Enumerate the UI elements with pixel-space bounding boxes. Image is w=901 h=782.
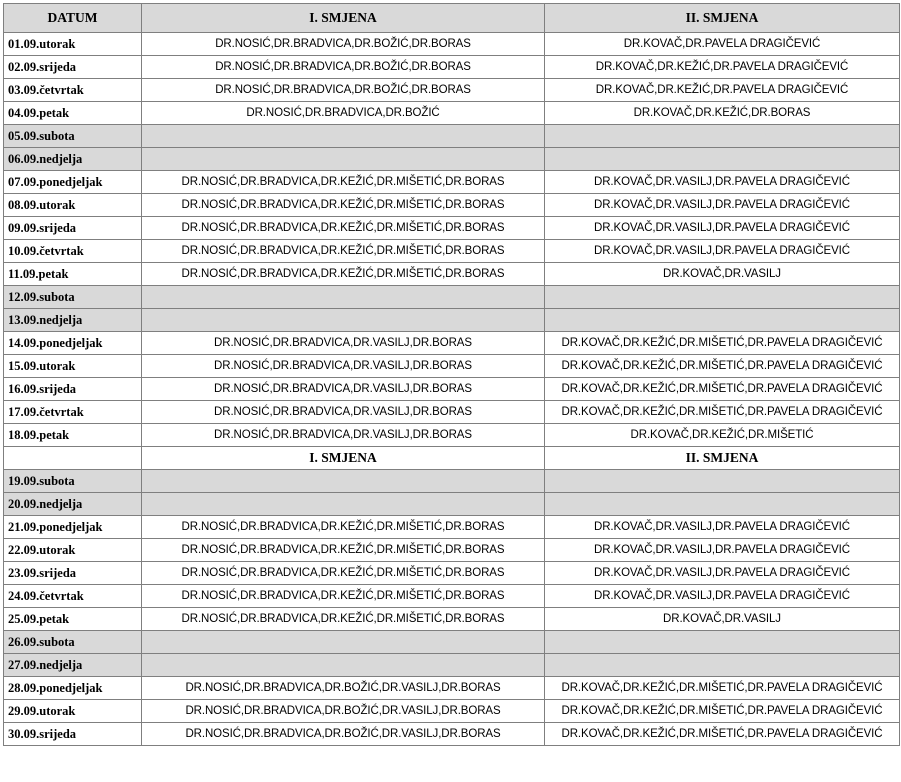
shift-2-cell <box>545 654 900 677</box>
date-cell: 05.09.subota <box>4 125 142 148</box>
shift-1-cell: DR.NOSIĆ,DR.BRADVICA,DR.VASILJ,DR.BORAS <box>142 332 545 355</box>
date-cell: 28.09.ponedjeljak <box>4 677 142 700</box>
shift-2-cell: DR.KOVAČ,DR.VASILJ,DR.PAVELA DRAGIČEVIĆ <box>545 516 900 539</box>
date-cell: 23.09.srijeda <box>4 562 142 585</box>
date-cell: 22.09.utorak <box>4 539 142 562</box>
weekend-row <box>4 148 900 171</box>
shift-1-cell <box>142 125 545 148</box>
shift-1-cell: DR.NOSIĆ,DR.BRADVICA,DR.VASILJ,DR.BORAS <box>142 424 545 447</box>
shift-2-cell: DR.KOVAČ,DR.KEŽIĆ,DR.MIŠETIĆ,DR.PAVELA DRAGIČEVIĆ <box>545 700 900 723</box>
header-shift-2: II. SMJENA <box>545 4 900 33</box>
shift-2-cell: DR.KOVAČ,DR.VASILJ <box>545 263 900 286</box>
shift-schedule-table <box>3 3 900 746</box>
shift-1-cell: DR.NOSIĆ,DR.BRADVICA,DR.BOŽIĆ,DR.BORAS <box>142 33 545 56</box>
shift-1-cell <box>142 470 545 493</box>
shift-2-cell <box>545 309 900 332</box>
shift-1-cell <box>142 148 545 171</box>
weekend-row <box>4 493 900 516</box>
table-subheader-row <box>4 447 900 470</box>
shift-2-cell: DR.KOVAČ,DR.KEŽIĆ,DR.PAVELA DRAGIČEVIĆ <box>545 56 900 79</box>
date-cell: 20.09.nedjelja <box>4 493 142 516</box>
shift-2-cell: DR.KOVAČ,DR.KEŽIĆ,DR.MIŠETIĆ,DR.PAVELA DRAGIČEVIĆ <box>545 401 900 424</box>
shift-1-cell <box>142 654 545 677</box>
shift-1-cell <box>142 493 545 516</box>
date-cell: 01.09.utorak <box>4 33 142 56</box>
weekend-row <box>4 286 900 309</box>
date-cell: 02.09.srijeda <box>4 56 142 79</box>
date-cell: 03.09.četvrtak <box>4 79 142 102</box>
shift-2-cell: DR.KOVAČ,DR.VASILJ,DR.PAVELA DRAGIČEVIĆ <box>545 539 900 562</box>
date-cell: 21.09.ponedjeljak <box>4 516 142 539</box>
shift-2-cell <box>545 631 900 654</box>
date-cell: 12.09.subota <box>4 286 142 309</box>
weekend-row <box>4 654 900 677</box>
shift-1-cell: DR.NOSIĆ,DR.BRADVICA,DR.VASILJ,DR.BORAS <box>142 378 545 401</box>
shift-1-cell: DR.NOSIĆ,DR.BRADVICA,DR.BOŽIĆ,DR.VASILJ,DR.BORAS <box>142 700 545 723</box>
table-row <box>4 585 900 608</box>
shift-2-cell: DR.KOVAČ,DR.VASILJ,DR.PAVELA DRAGIČEVIĆ <box>545 585 900 608</box>
shift-1-cell: DR.NOSIĆ,DR.BRADVICA,DR.BOŽIĆ,DR.BORAS <box>142 56 545 79</box>
shift-1-cell: DR.NOSIĆ,DR.BRADVICA,DR.KEŽIĆ,DR.MIŠETIĆ,DR.BORAS <box>142 562 545 585</box>
shift-1-cell: DR.NOSIĆ,DR.BRADVICA,DR.KEŽIĆ,DR.MIŠETIĆ,DR.BORAS <box>142 516 545 539</box>
shift-2-cell: DR.KOVAČ,DR.PAVELA DRAGIČEVIĆ <box>545 33 900 56</box>
table-row <box>4 401 900 424</box>
table-row <box>4 516 900 539</box>
shift-2-cell: DR.KOVAČ,DR.VASILJ,DR.PAVELA DRAGIČEVIĆ <box>545 171 900 194</box>
shift-2-cell: DR.KOVAČ,DR.KEŽIĆ,DR.MIŠETIĆ,DR.PAVELA DRAGIČEVIĆ <box>545 677 900 700</box>
subheader-date-cell <box>4 447 142 470</box>
table-row <box>4 355 900 378</box>
shift-2-cell: DR.KOVAČ,DR.KEŽIĆ,DR.MIŠETIĆ,DR.PAVELA DRAGIČEVIĆ <box>545 378 900 401</box>
shift-1-cell: DR.NOSIĆ,DR.BRADVICA,DR.VASILJ,DR.BORAS <box>142 401 545 424</box>
weekend-row <box>4 309 900 332</box>
date-cell: 07.09.ponedjeljak <box>4 171 142 194</box>
date-cell: 13.09.nedjelja <box>4 309 142 332</box>
date-cell: 26.09.subota <box>4 631 142 654</box>
date-cell: 06.09.nedjelja <box>4 148 142 171</box>
shift-2-cell <box>545 470 900 493</box>
shift-1-cell: DR.NOSIĆ,DR.BRADVICA,DR.BOŽIĆ,DR.VASILJ,DR.BORAS <box>142 677 545 700</box>
shift-2-cell: DR.KOVAČ,DR.KEŽIĆ,DR.PAVELA DRAGIČEVIĆ <box>545 79 900 102</box>
shift-2-cell <box>545 125 900 148</box>
table-row <box>4 723 900 746</box>
table-row <box>4 263 900 286</box>
date-cell: 25.09.petak <box>4 608 142 631</box>
table-row <box>4 102 900 125</box>
table-row <box>4 33 900 56</box>
schedule-body <box>4 33 900 746</box>
shift-1-cell: DR.NOSIĆ,DR.BRADVICA,DR.KEŽIĆ,DR.MIŠETIĆ,DR.BORAS <box>142 608 545 631</box>
table-row <box>4 562 900 585</box>
shift-1-cell: DR.NOSIĆ,DR.BRADVICA,DR.BOŽIĆ <box>142 102 545 125</box>
subheader-shift-2: II. SMJENA <box>545 447 900 470</box>
shift-2-cell <box>545 286 900 309</box>
weekend-row <box>4 470 900 493</box>
shift-2-cell: DR.KOVAČ,DR.VASILJ,DR.PAVELA DRAGIČEVIĆ <box>545 194 900 217</box>
shift-1-cell: DR.NOSIĆ,DR.BRADVICA,DR.KEŽIĆ,DR.MIŠETIĆ,DR.BORAS <box>142 263 545 286</box>
date-cell: 04.09.petak <box>4 102 142 125</box>
shift-1-cell: DR.NOSIĆ,DR.BRADVICA,DR.KEŽIĆ,DR.MIŠETIĆ,DR.BORAS <box>142 585 545 608</box>
table-row <box>4 240 900 263</box>
subheader-shift-1: I. SMJENA <box>142 447 545 470</box>
shift-1-cell <box>142 309 545 332</box>
table-row <box>4 700 900 723</box>
date-cell: 29.09.utorak <box>4 700 142 723</box>
date-cell: 09.09.srijeda <box>4 217 142 240</box>
shift-2-cell: DR.KOVAČ,DR.KEŽIĆ,DR.MIŠETIĆ <box>545 424 900 447</box>
table-row <box>4 332 900 355</box>
shift-2-cell: DR.KOVAČ,DR.VASILJ,DR.PAVELA DRAGIČEVIĆ <box>545 240 900 263</box>
shift-2-cell: DR.KOVAČ,DR.KEŽIĆ,DR.MIŠETIĆ,DR.PAVELA DRAGIČEVIĆ <box>545 723 900 746</box>
shift-1-cell: DR.NOSIĆ,DR.BRADVICA,DR.BOŽIĆ,DR.BORAS <box>142 79 545 102</box>
date-cell: 08.09.utorak <box>4 194 142 217</box>
table-row <box>4 378 900 401</box>
shift-1-cell: DR.NOSIĆ,DR.BRADVICA,DR.KEŽIĆ,DR.MIŠETIĆ,DR.BORAS <box>142 539 545 562</box>
date-cell: 14.09.ponedjeljak <box>4 332 142 355</box>
date-cell: 19.09.subota <box>4 470 142 493</box>
header-date: DATUM <box>4 4 142 33</box>
table-row <box>4 677 900 700</box>
shift-1-cell: DR.NOSIĆ,DR.BRADVICA,DR.KEŽIĆ,DR.MIŠETIĆ,DR.BORAS <box>142 217 545 240</box>
shift-2-cell: DR.KOVAČ,DR.KEŽIĆ,DR.BORAS <box>545 102 900 125</box>
table-row <box>4 539 900 562</box>
shift-2-cell: DR.KOVAČ,DR.VASILJ,DR.PAVELA DRAGIČEVIĆ <box>545 217 900 240</box>
shift-1-cell: DR.NOSIĆ,DR.BRADVICA,DR.KEŽIĆ,DR.MIŠETIĆ,DR.BORAS <box>142 171 545 194</box>
date-cell: 24.09.četvrtak <box>4 585 142 608</box>
table-row <box>4 608 900 631</box>
shift-1-cell: DR.NOSIĆ,DR.BRADVICA,DR.KEŽIĆ,DR.MIŠETIĆ,DR.BORAS <box>142 240 545 263</box>
header-shift-1: I. SMJENA <box>142 4 545 33</box>
shift-1-cell: DR.NOSIĆ,DR.BRADVICA,DR.KEŽIĆ,DR.MIŠETIĆ,DR.BORAS <box>142 194 545 217</box>
date-cell: 16.09.srijeda <box>4 378 142 401</box>
shift-2-cell: DR.KOVAČ,DR.KEŽIĆ,DR.MIŠETIĆ,DR.PAVELA DRAGIČEVIĆ <box>545 355 900 378</box>
shift-2-cell <box>545 493 900 516</box>
shift-2-cell: DR.KOVAČ,DR.VASILJ,DR.PAVELA DRAGIČEVIĆ <box>545 562 900 585</box>
table-header-row <box>4 4 900 33</box>
table-row <box>4 56 900 79</box>
date-cell: 18.09.petak <box>4 424 142 447</box>
table-row <box>4 424 900 447</box>
shift-1-cell <box>142 286 545 309</box>
table-row <box>4 217 900 240</box>
shift-2-cell: DR.KOVAČ,DR.VASILJ <box>545 608 900 631</box>
table-row <box>4 79 900 102</box>
date-cell: 10.09.četvrtak <box>4 240 142 263</box>
shift-1-cell: DR.NOSIĆ,DR.BRADVICA,DR.VASILJ,DR.BORAS <box>142 355 545 378</box>
shift-1-cell: DR.NOSIĆ,DR.BRADVICA,DR.BOŽIĆ,DR.VASILJ,DR.BORAS <box>142 723 545 746</box>
table-row <box>4 194 900 217</box>
date-cell: 11.09.petak <box>4 263 142 286</box>
shift-2-cell: DR.KOVAČ,DR.KEŽIĆ,DR.MIŠETIĆ,DR.PAVELA DRAGIČEVIĆ <box>545 332 900 355</box>
weekend-row <box>4 125 900 148</box>
table-row <box>4 171 900 194</box>
date-cell: 15.09.utorak <box>4 355 142 378</box>
date-cell: 17.09.četvrtak <box>4 401 142 424</box>
date-cell: 30.09.srijeda <box>4 723 142 746</box>
weekend-row <box>4 631 900 654</box>
shift-1-cell <box>142 631 545 654</box>
shift-2-cell <box>545 148 900 171</box>
date-cell: 27.09.nedjelja <box>4 654 142 677</box>
